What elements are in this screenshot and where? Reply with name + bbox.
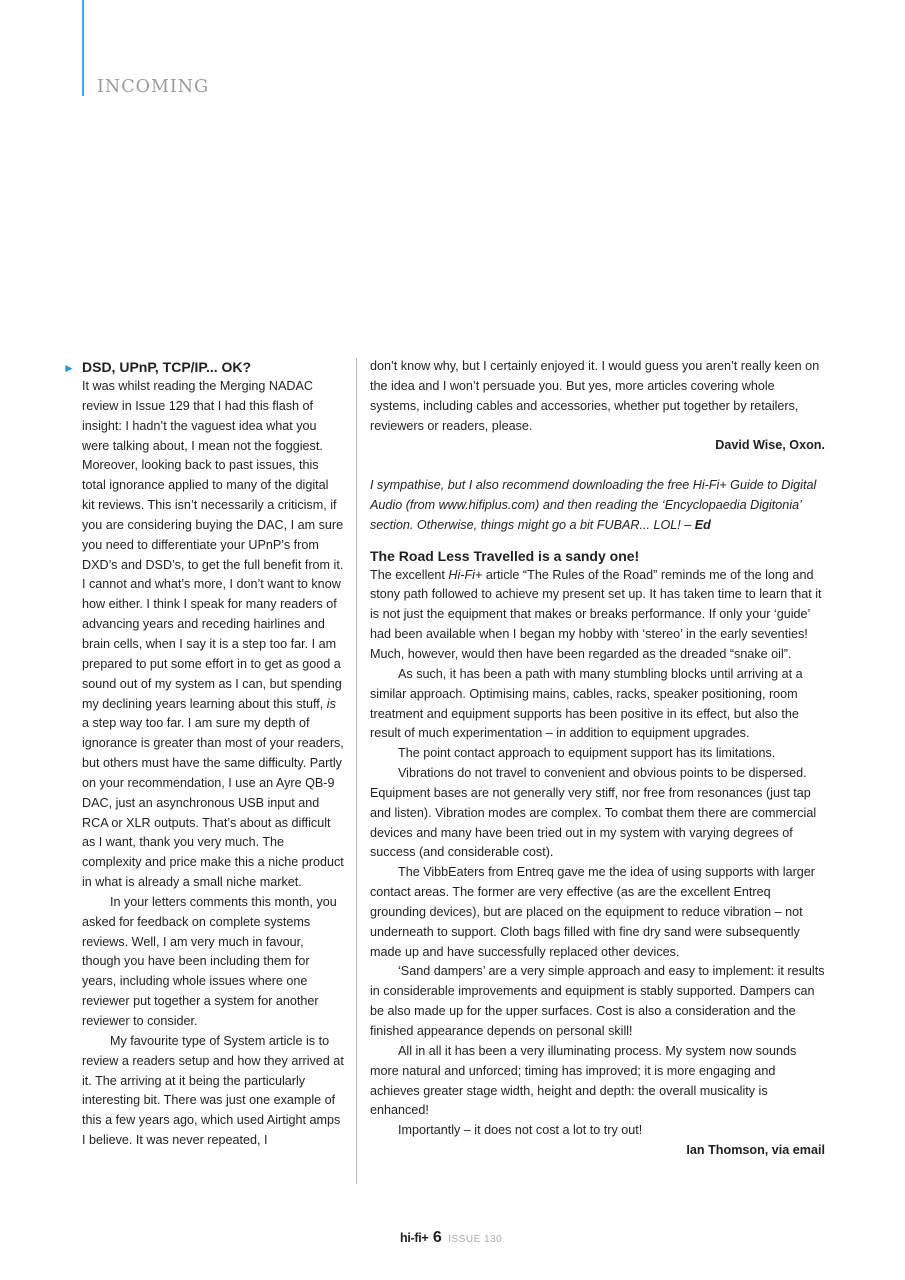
- letter1-paragraph: My favourite type of System article is to review a readers setup and how they arrived at it. The arriving at it being the particularly interesting bit. There was just one example of this a few years ago, which used Airtight amps I believe. It was never repeated, I: [82, 1033, 344, 1148]
- column-divider: [356, 358, 357, 1184]
- letter2-paragraph: All in all it has been a very illuminating process. My system now sounds more natural and unforced; timing has improved; it is more engaging and achieves greater stage width, height and depth: the overall musicality is enhanced!: [370, 1043, 797, 1118]
- editor-reply: [370, 476, 825, 536]
- letter1-paragraph: [82, 377, 344, 893]
- arrow-right-icon: ►: [63, 361, 75, 375]
- letter2-paragraph: The VibbEaters from Entreq gave me the idea of using supports with larger contact areas. The former are very effective (as are the excellent Entreq grounding devices), but are placed on the equipment to reduce vibration – not underneath to support. Cloth bags filled with fine dry sand were subsequently made up and have successfully replaced other devices.: [370, 865, 815, 959]
- letter1-heading: [63, 357, 344, 377]
- page-footer: [400, 1229, 502, 1249]
- section-rule: [82, 0, 84, 96]
- issue-label: ISSUE 130: [448, 1234, 503, 1245]
- editor-signature: Ed: [694, 517, 711, 532]
- section-label: INCOMING: [97, 77, 210, 97]
- right-column: [370, 357, 825, 1161]
- letter2-paragraph: [370, 566, 825, 665]
- page-number: 6: [432, 1229, 442, 1246]
- letter2-signature: Ian Thomson, via email: [686, 1143, 825, 1158]
- letter1-p1-text: It was whilst reading the Merging NADAC review in Issue 129 that I had this flash of insight: I hadn’t the vaguest idea what you were talking about, I mean not the foggiest. Moreover, looking back to past issues, this total ignorance applied to many of the digital kit reviews. This isn’t necessarily a criticism, if you are considering buying the DAC, I am sure you need to differentiate your UPnP’s from DXD’s and DSD’s, to get the full benefit from it. I cannot and what’s more, I don’t want to know how either. I think I speak for many readers of advancing years and receding hairlines and brain cells, when I say it is a step too far. I am prepared to put some effort in to get as good a sound out of my system as I can, but spending my declining years learning about this stuff,: [82, 379, 344, 711]
- letter2-paragraph: Importantly – it does not cost a lot to try out!: [398, 1123, 643, 1138]
- letter2-p1-text: The excellent: [370, 567, 449, 582]
- letter1-signature: David Wise, Oxon.: [715, 438, 825, 453]
- letter1-heading-text: DSD, UPnP, TCP/IP... OK?: [82, 359, 252, 375]
- left-column: [63, 357, 344, 1151]
- spacer: [370, 536, 825, 546]
- letter2-paragraph: Vibrations do not travel to convenient and obvious points to be dispersed. Equipment bases are not generally very stiff, nor free from resonances (just tap and listen). Vibration modes are complex. To combat them there are commercial devices and many have been tried out in my system with varying degrees of success (and considerable cost).: [370, 766, 817, 860]
- letter1-p1-text-cont: a step way too far. I am sure my depth of ignorance is greater than most of your readers, but others must have the same difficulty. Partly on your recommendation, I use an Ayre QB-9 DAC, just an asynchronous USB input and RCA or XLR outputs. That’s about as difficult as I want, thank you very much. The complexity and price make this a niche product in what is already a small niche market.: [82, 716, 344, 890]
- editor-reply-publication: Hi-Fi+: [692, 478, 727, 493]
- letter1-paragraph: In your letters comments this month, you asked for feedback on complete systems reviews. Well, I am very much in favour, though you have been including them for years, including whole issues where one reviewer put together a system for another reviewer to consider.: [82, 894, 337, 1028]
- letter2-paragraph: The point contact approach to equipment support has its limitations.: [398, 746, 776, 761]
- letter2-p1-emphasis: Hi-Fi+: [448, 567, 483, 582]
- editor-reply-text: I sympathise, but I also recommend downloading the free: [370, 478, 693, 493]
- editor-reply-text-cont: Guide to Digital Audio (from www.hifiplus.com) and then reading the ‘Encyclopaedia Digitonia’ section. Otherwise, things might go a bit FUBAR... LOL! –: [370, 478, 817, 532]
- letter1-p1-emphasis: is: [326, 696, 336, 711]
- letter2-heading: The Road Less Travelled is a sandy one!: [370, 547, 640, 564]
- letter2-paragraph: ‘Sand dampers’ are a very simple approach and easy to implement: it results in considerable improvements and equipment is stably supported. Dampers can be also made up for the upper surfaces. Cost is also a consideration and the finished appearance depends on personal skill!: [370, 964, 825, 1038]
- letter2-p1-text-cont: article “The Rules of the Road” reminds me of the long and stony path followed to achieve my present set up. It has taken time to learn that it is not just the equipment that makes or breaks performance. If only your ‘guide’ had been available when I began my hobby with ‘stereo’ in the early seventies! Much, however, would then have been regarded as the dreaded “snake oil”.: [370, 567, 822, 661]
- letter2-paragraph: As such, it has been a path with many stumbling blocks until arriving at a similar approach. Optimising mains, cables, racks, speaker positioning, room treatment and equipment supports has been positive in its effect, but also the result of much experimentation – in addition to equipment upgrades.: [370, 666, 803, 741]
- letter1-paragraph-continued: don’t know why, but I certainly enjoyed it. I would guess you aren’t really keen on the idea and I won’t persuade you. But yes, more articles covering whole systems, including cables and accessories, whether put together by retailers, reviewers or readers, please.: [370, 359, 820, 433]
- hifi-plus-logo: hi-fi+: [400, 1231, 429, 1245]
- spacer: [370, 456, 825, 476]
